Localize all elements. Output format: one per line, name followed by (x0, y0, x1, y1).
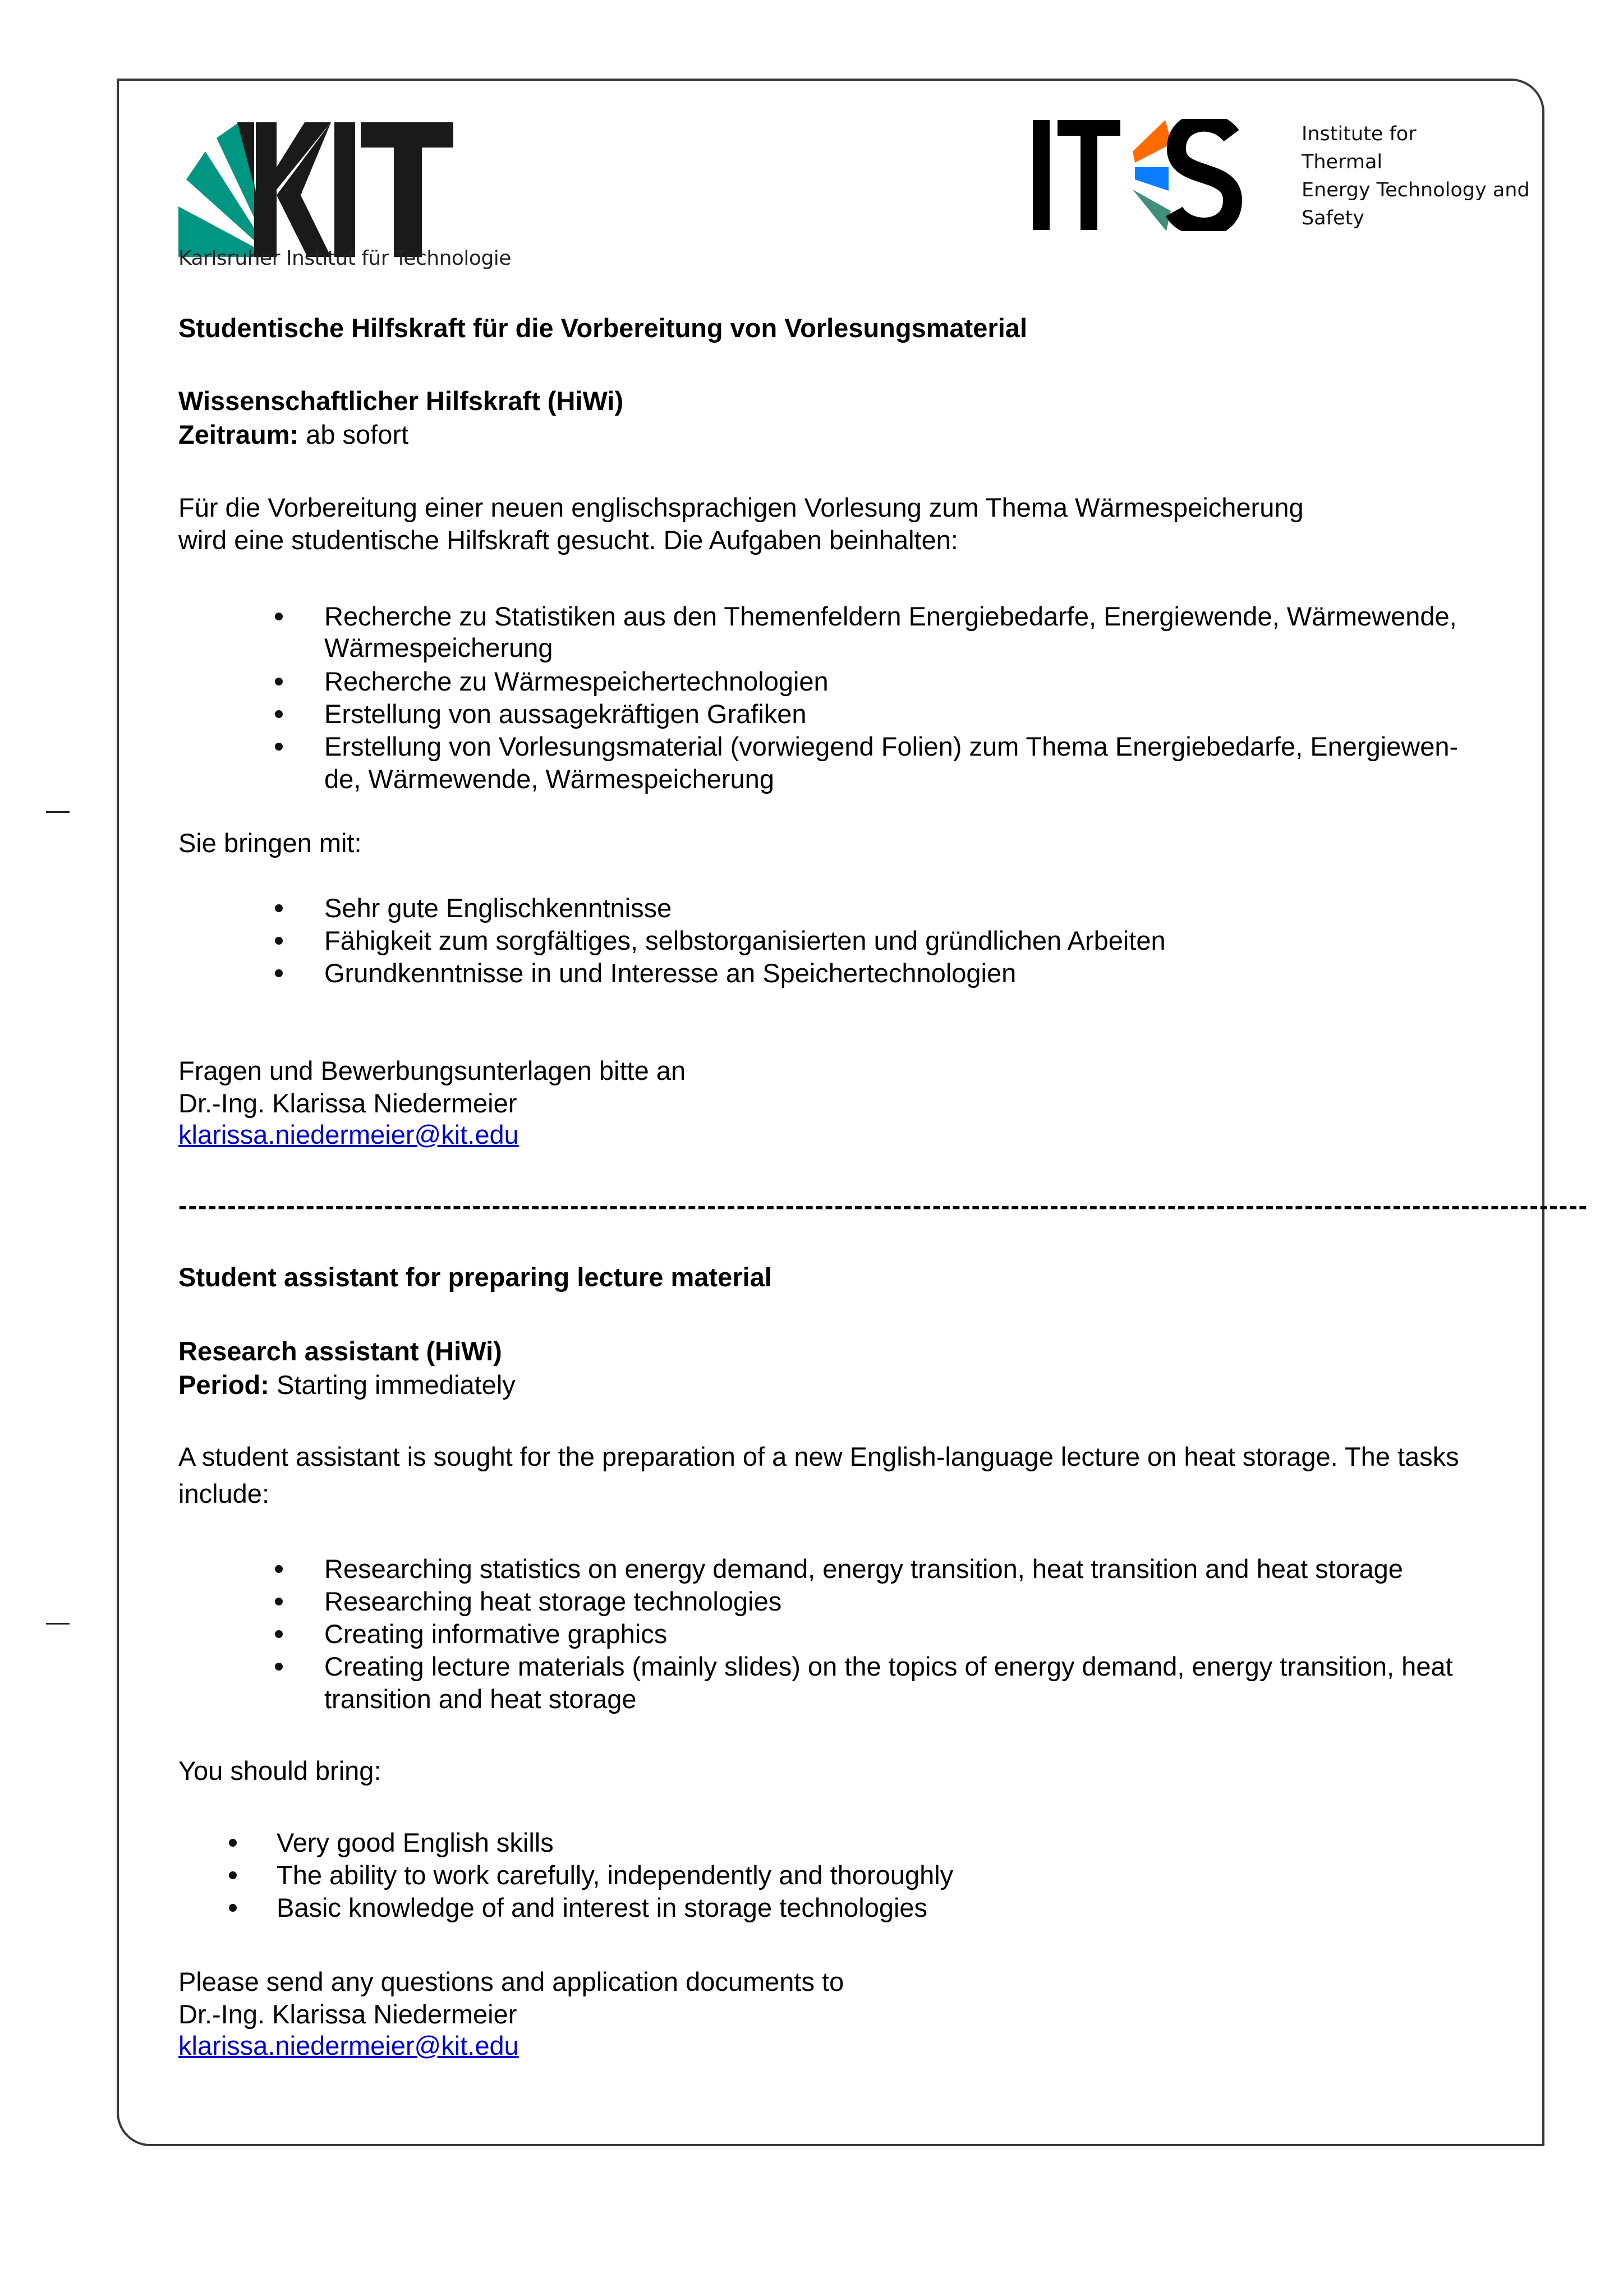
german-intro-line1: Für die Vorbereitung einer neuen englischsprachigen Vorlesung zum Thema Wärmespeicherung (178, 493, 1304, 522)
list-item-text: Creating lecture materials (mainly slides) on the topics of energy demand, energy transition, heat (324, 1651, 1453, 1681)
list-item-text: The ability to work carefully, independently and thoroughly (277, 1860, 954, 1890)
english-requirements-list (178, 1826, 953, 1924)
list-item-text: Basic knowledge of and interest in storage technologies (277, 1893, 928, 1922)
list-item-text: Very good English skills (277, 1828, 554, 1857)
list-item-text: Recherche zu Wärmespeichertechnologien (324, 666, 829, 696)
ites-name-line: Energy Technology and (1302, 179, 1530, 201)
ites-logo-icon (1029, 119, 1304, 231)
list-item-text: Researching heat storage technologies (324, 1586, 782, 1616)
german-contact-name: Dr.-Ing. Klarissa Niedermeier (178, 1088, 517, 1118)
list-item (178, 1859, 953, 1892)
list-item (178, 1585, 1453, 1618)
english-position: Research assistant (HiWi) (178, 1336, 502, 1366)
german-period (178, 418, 408, 451)
english-intro-line2: include: (178, 1479, 269, 1508)
list-item (178, 1618, 1453, 1650)
german-title: Studentische Hilfskraft für die Vorbereitung von Vorlesungsmaterial (178, 313, 1027, 343)
bullet-icon (275, 613, 283, 620)
ites-name-line: Safety (1302, 207, 1364, 229)
german-position: Wissenschaftlicher Hilfskraft (HiWi) (178, 386, 624, 416)
bullet-icon (275, 1630, 283, 1638)
margin-mark (46, 1623, 70, 1625)
kit-subtitle: Karlsruher Institut für Technologie (178, 247, 511, 270)
list-item-text: Recherche zu Statistiken aus den Themenfeldern Energiebedarfe, Energiewende, Wärmewende, (324, 601, 1457, 631)
bullet-icon (275, 904, 283, 912)
english-task-list (178, 1553, 1453, 1715)
list-item (178, 957, 1166, 990)
period-label: Period: (178, 1370, 269, 1400)
list-item-text: Wärmespeicherung (324, 633, 553, 662)
bullet-icon (229, 1839, 237, 1847)
list-item (178, 665, 1458, 698)
section-separator: ------------------------------------------------------------------------------------------------------------------------------------------------ (178, 1190, 1588, 1220)
bullet-icon (229, 1904, 237, 1912)
list-item-text: Erstellung von aussagekräftigen Grafiken (324, 699, 807, 729)
list-item (178, 698, 1458, 730)
bullet-icon (275, 678, 283, 685)
ites-name-line: Institute for (1302, 123, 1417, 145)
list-item (178, 730, 1458, 795)
bullet-icon (275, 1663, 283, 1671)
bullet-icon (275, 710, 283, 718)
english-requirements-heading: You should bring: (178, 1756, 381, 1786)
list-item-text: Erstellung von Vorlesungsmaterial (vorwiegend Folien) zum Thema Energiebedarfe, Energiewen- (324, 731, 1459, 761)
german-intro-line2: wird eine studentische Hilfskraft gesucht. Die Aufgaben beinhalten: (178, 525, 958, 555)
list-item-text: Fähigkeit zum sorgfältiges, selbstorganisierten und gründlichen Arbeiten (324, 926, 1166, 955)
german-contact-email-link[interactable]: klarissa.niedermeier@kit.edu (178, 1120, 519, 1149)
list-item (178, 1892, 953, 1924)
ites-institute-name (1302, 120, 1530, 232)
german-requirements-heading: Sie bringen mit: (178, 828, 362, 858)
bullet-icon (229, 1871, 237, 1879)
bullet-icon (275, 969, 283, 977)
german-contact-intro: Fragen und Bewerbungsunterlagen bitte an (178, 1056, 686, 1085)
list-item (178, 1553, 1453, 1585)
list-item (178, 1826, 953, 1859)
list-item-text: de, Wärmewende, Wärmespeicherung (324, 764, 774, 794)
english-intro-line1: A student assistant is sought for the preparation of a new English-language lecture on heat storage. The tasks (178, 1442, 1459, 1471)
english-title: Student assistant for preparing lecture material (178, 1262, 772, 1292)
margin-mark (46, 811, 70, 813)
period-label: Zeitraum: (178, 420, 299, 449)
list-item-text: transition and heat storage (324, 1684, 637, 1714)
english-contact-intro: Please send any questions and application documents to (178, 1967, 844, 1996)
bullet-icon (275, 937, 283, 945)
list-item-text: Grundkenntnisse in und Interesse an Speichertechnologien (324, 958, 1017, 988)
period-value: Starting immediately (269, 1370, 516, 1400)
period-value: ab sofort (298, 420, 409, 449)
english-contact-name: Dr.-Ing. Klarissa Niedermeier (178, 1999, 517, 2029)
bullet-icon (275, 1598, 283, 1605)
list-item (178, 600, 1458, 665)
english-period (178, 1369, 516, 1401)
german-requirements-list (178, 892, 1166, 990)
ites-name-line: Thermal (1302, 151, 1383, 173)
german-task-list (178, 600, 1458, 795)
list-item (178, 892, 1166, 924)
list-item-text: Creating informative graphics (324, 1619, 668, 1649)
bullet-icon (275, 1565, 283, 1573)
list-item-text: Sehr gute Englischkenntnisse (324, 893, 672, 923)
list-item (178, 1650, 1453, 1715)
english-contact-email-link[interactable]: klarissa.niedermeier@kit.edu (178, 2031, 519, 2060)
bullet-icon (275, 743, 283, 751)
list-item (178, 924, 1166, 957)
list-item-text: Researching statistics on energy demand, energy transition, heat transition and heat storage (324, 1554, 1403, 1584)
